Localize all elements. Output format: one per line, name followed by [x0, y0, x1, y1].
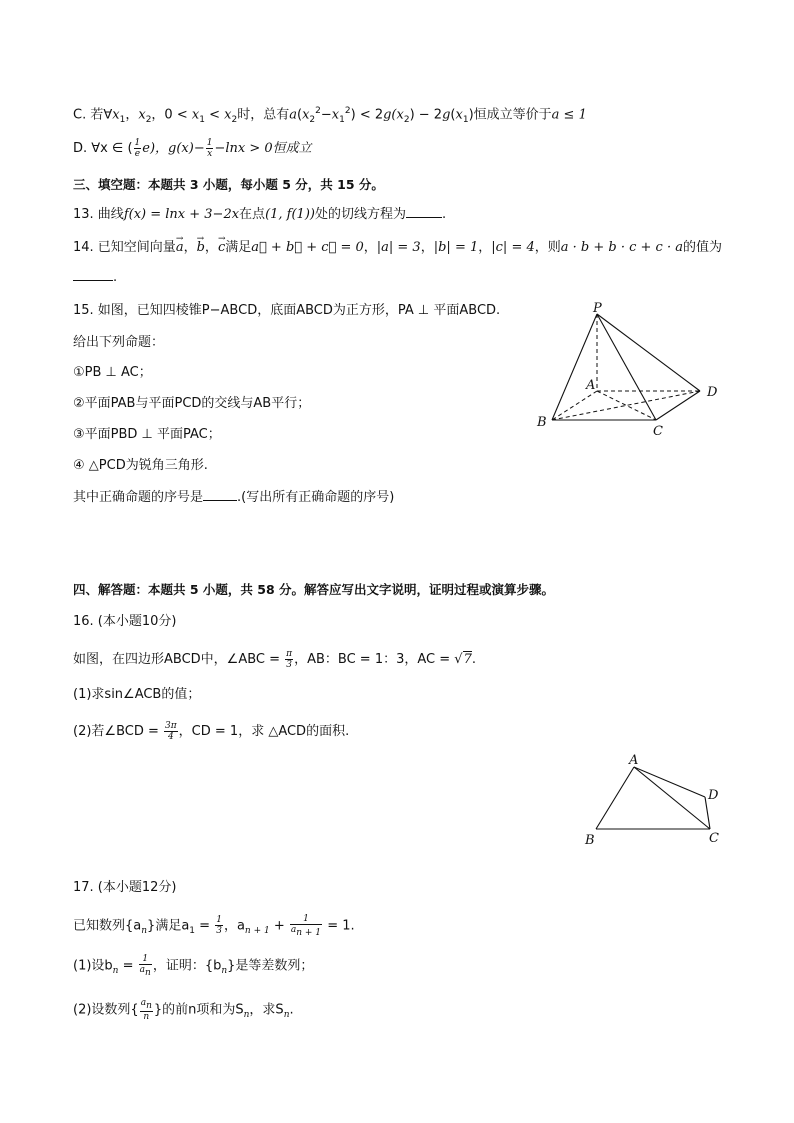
question-16-part-1: (1)求sin∠ACB的值； [73, 687, 201, 702]
question-15-intro: 给出下列命题： [73, 335, 165, 350]
question-14: 14. 已知空间向量→ a，→ b，→ c满足a⃗ + b⃗ + c⃗ = 0，|a| = 3，|b| = 1，|c| = 4，则a · b + b · c + c · a的值为 [73, 238, 722, 258]
question-17-head: 17. (本小题12分) [73, 880, 177, 895]
answer-blank [73, 268, 113, 281]
question-16-given: 如图，在四边形ABCD中，∠ABC = $\frac{\pi}{3}$ ，AB：BC = 1：3，AC = √7. [73, 649, 476, 670]
answer-blank [406, 205, 442, 218]
label-c: C [653, 424, 663, 439]
pyramid-figure [530, 298, 730, 443]
label-a: A [629, 753, 639, 768]
question-15-stem: 15. 如图，已知四棱锥P−ABCD，底面ABCD为正方形，PA ⊥ 平面ABCD. [73, 303, 501, 318]
proposition-1: ①PB ⊥ AC； [73, 365, 152, 380]
proposition-4: ④ △PCD为锐角三角形. [73, 458, 208, 473]
question-17-given: 已知数列$\{a_n\}$满足$a_1$ = $\frac{1}{3}$ ，$a_{n + 1}$ + $\frac{1}{a_{n + 1}}$ = 1. [73, 914, 355, 938]
label-p: P [593, 301, 602, 316]
question-16-part-2: (2)若∠BCD = $\frac{3\pi}{4}$ ，CD = 1，求 △ACD的面积. [73, 721, 350, 742]
label-d: D [708, 788, 719, 803]
answer-blank [203, 488, 237, 501]
section-4-heading: 四、解答题：本题共 5 小题，共 58 分。解答应写出文字说明，证明过程或演算步骤。 [73, 582, 555, 597]
quadrilateral-figure [580, 750, 730, 850]
option-d: D. ∀x ∈ ( $\frac{1}{e}$ e)，g(x)− $\frac{1}{x}$ −lnx > 0恒成立 [73, 138, 312, 159]
label-b: B [585, 833, 595, 848]
label-b: B [537, 415, 547, 430]
proposition-3: ③平面PBD ⊥ 平面PAC； [73, 427, 221, 442]
question-13: 13. 曲线f(x) = lnx + 3−2x在点(1, f(1))处的切线方程为 . [73, 207, 447, 222]
label-d: D [707, 385, 718, 400]
question-15-ask: 其中正确命题的序号是 .(写出所有正确命题的序号) [73, 490, 395, 505]
section-3-heading: 三、填空题：本题共 3 小题，每小题 5 分，共 15 分。 [73, 177, 384, 192]
question-17-part-1: (1)设$b_n$ = $\frac{1}{a_n}$ ，证明：$\{b_n\}$是等差数列； [73, 954, 314, 978]
label-a: A [586, 378, 596, 393]
option-c: C. 若$\forall x_1$，$x_2$，$0 < x_1 < x_2$时，总有$a(x_2^2-x_1^2) < 2g(x_2) - 2g(x_1)$恒成立等价于a ≤ 1 [73, 106, 587, 125]
label-c: C [709, 831, 719, 846]
question-17-part-2: (2)设数列{ $\frac{a_n}{n}$ }的前n项和为$S_n$，求$S_n$. [73, 998, 294, 1022]
question-14-blank: . [73, 268, 117, 288]
proposition-2: ②平面PAB与平面PCD的交线与AB平行； [73, 396, 311, 411]
question-16-head: 16. (本小题10分) [73, 614, 177, 629]
